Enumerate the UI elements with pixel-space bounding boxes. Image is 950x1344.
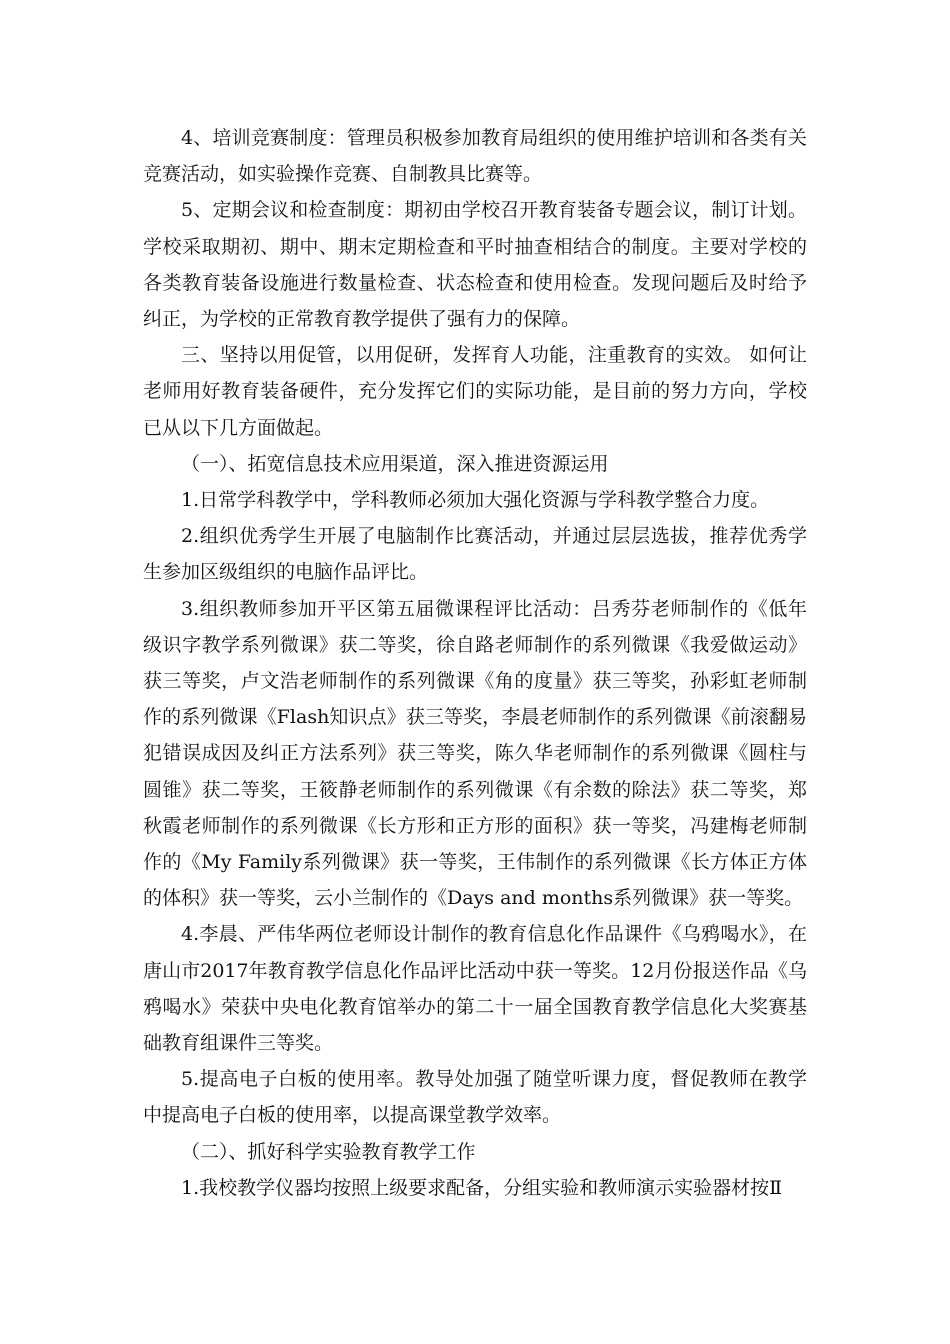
list-item-3: 3.组织教师参加开平区第五届微课程评比活动：吕秀芬老师制作的《低年级识字教学系列微课》获二等奖，徐自路老师制作的系列微课《我爱做运动》获三等奖，卢文浩老师制作的系列微课《角的度量》获三等奖，孙彩虹老师制作的系列微课《Flash知识点》获三等奖，李晨老师制作的系列微课《前滚翻易犯错误成因及纠正方法系列》获三等奖，陈久华老师制作的系列微课《圆柱与圆锥》获二等奖，王筱静老师制作的系列微课《有余数的除法》获二等奖，郑秋霞老师制作的系列微课《长方形和正方形的面积》获一等奖，冯建梅老师制作的《My Family系列微课》获一等奖，王伟制作的系列微课《长方体正方体的体积》获一等奖，云小兰制作的《Days and months系列微课》获一等奖。 [143,597,807,910]
list-item-2: 2.组织优秀学生开展了电脑制作比赛活动，并通过层层选拔，推荐优秀学生参加区级组织的电脑作品评比。 [143,525,807,584]
list-item-science-1: 1.我校教学仪器均按照上级要求配备，分组实验和教师演示实验器材按Ⅱ [181,1176,783,1199]
list-item-5: 5.提高电子白板的使用率。教导处加强了随堂听课力度，督促教师在教学中提高电子白板的使用率，以提高课堂教学效率。 [143,1068,807,1127]
paragraph-section-three: 三、坚持以用促管，以用促研，发挥育人功能，注重教育的实效。 如何让老师用好教育装备硬件，充分发挥它们的实际功能，是目前的努力方向，学校已从以下几方面做起。 [143,344,807,439]
subheading-science-lab: （二）、抓好科学实验教育教学工作 [181,1140,476,1163]
list-item-1: 1.日常学科教学中，学科教师必须加大强化资源与学科教学整合力度。 [181,489,770,512]
subheading-info-tech: （一）、拓宽信息技术应用渠道，深入推进资源运用 [181,452,609,475]
list-item-4: 4.李晨、严伟华两位老师设计制作的教育信息化作品课件《乌鸦喝水》，在唐山市2017年教育教学信息化作品评比活动中获一等奖。12月份报送作品《乌鸦喝水》荣获中央电化教育馆举办的第二十一届全国教育教学信息化大奖赛基础教育组课件三等奖。 [143,923,807,1055]
paragraph-meeting-inspection: 5、定期会议和检查制度：期初由学校召开教育装备专题会议，制订计划。学校采取期初、期中、期末定期检查和平时抽查相结合的制度。主要对学校的各类教育装备设施进行数量检查、状态检查和使用检查。发现问题后及时给予纠正，为学校的正常教育教学提供了强有力的保障。 [143,199,807,331]
paragraph-training-competition: 4、培训竞赛制度：管理员积极参加教育局组织的使用维护培训和各类有关竞赛活动，如实验操作竞赛、自制教具比赛等。 [143,127,807,186]
